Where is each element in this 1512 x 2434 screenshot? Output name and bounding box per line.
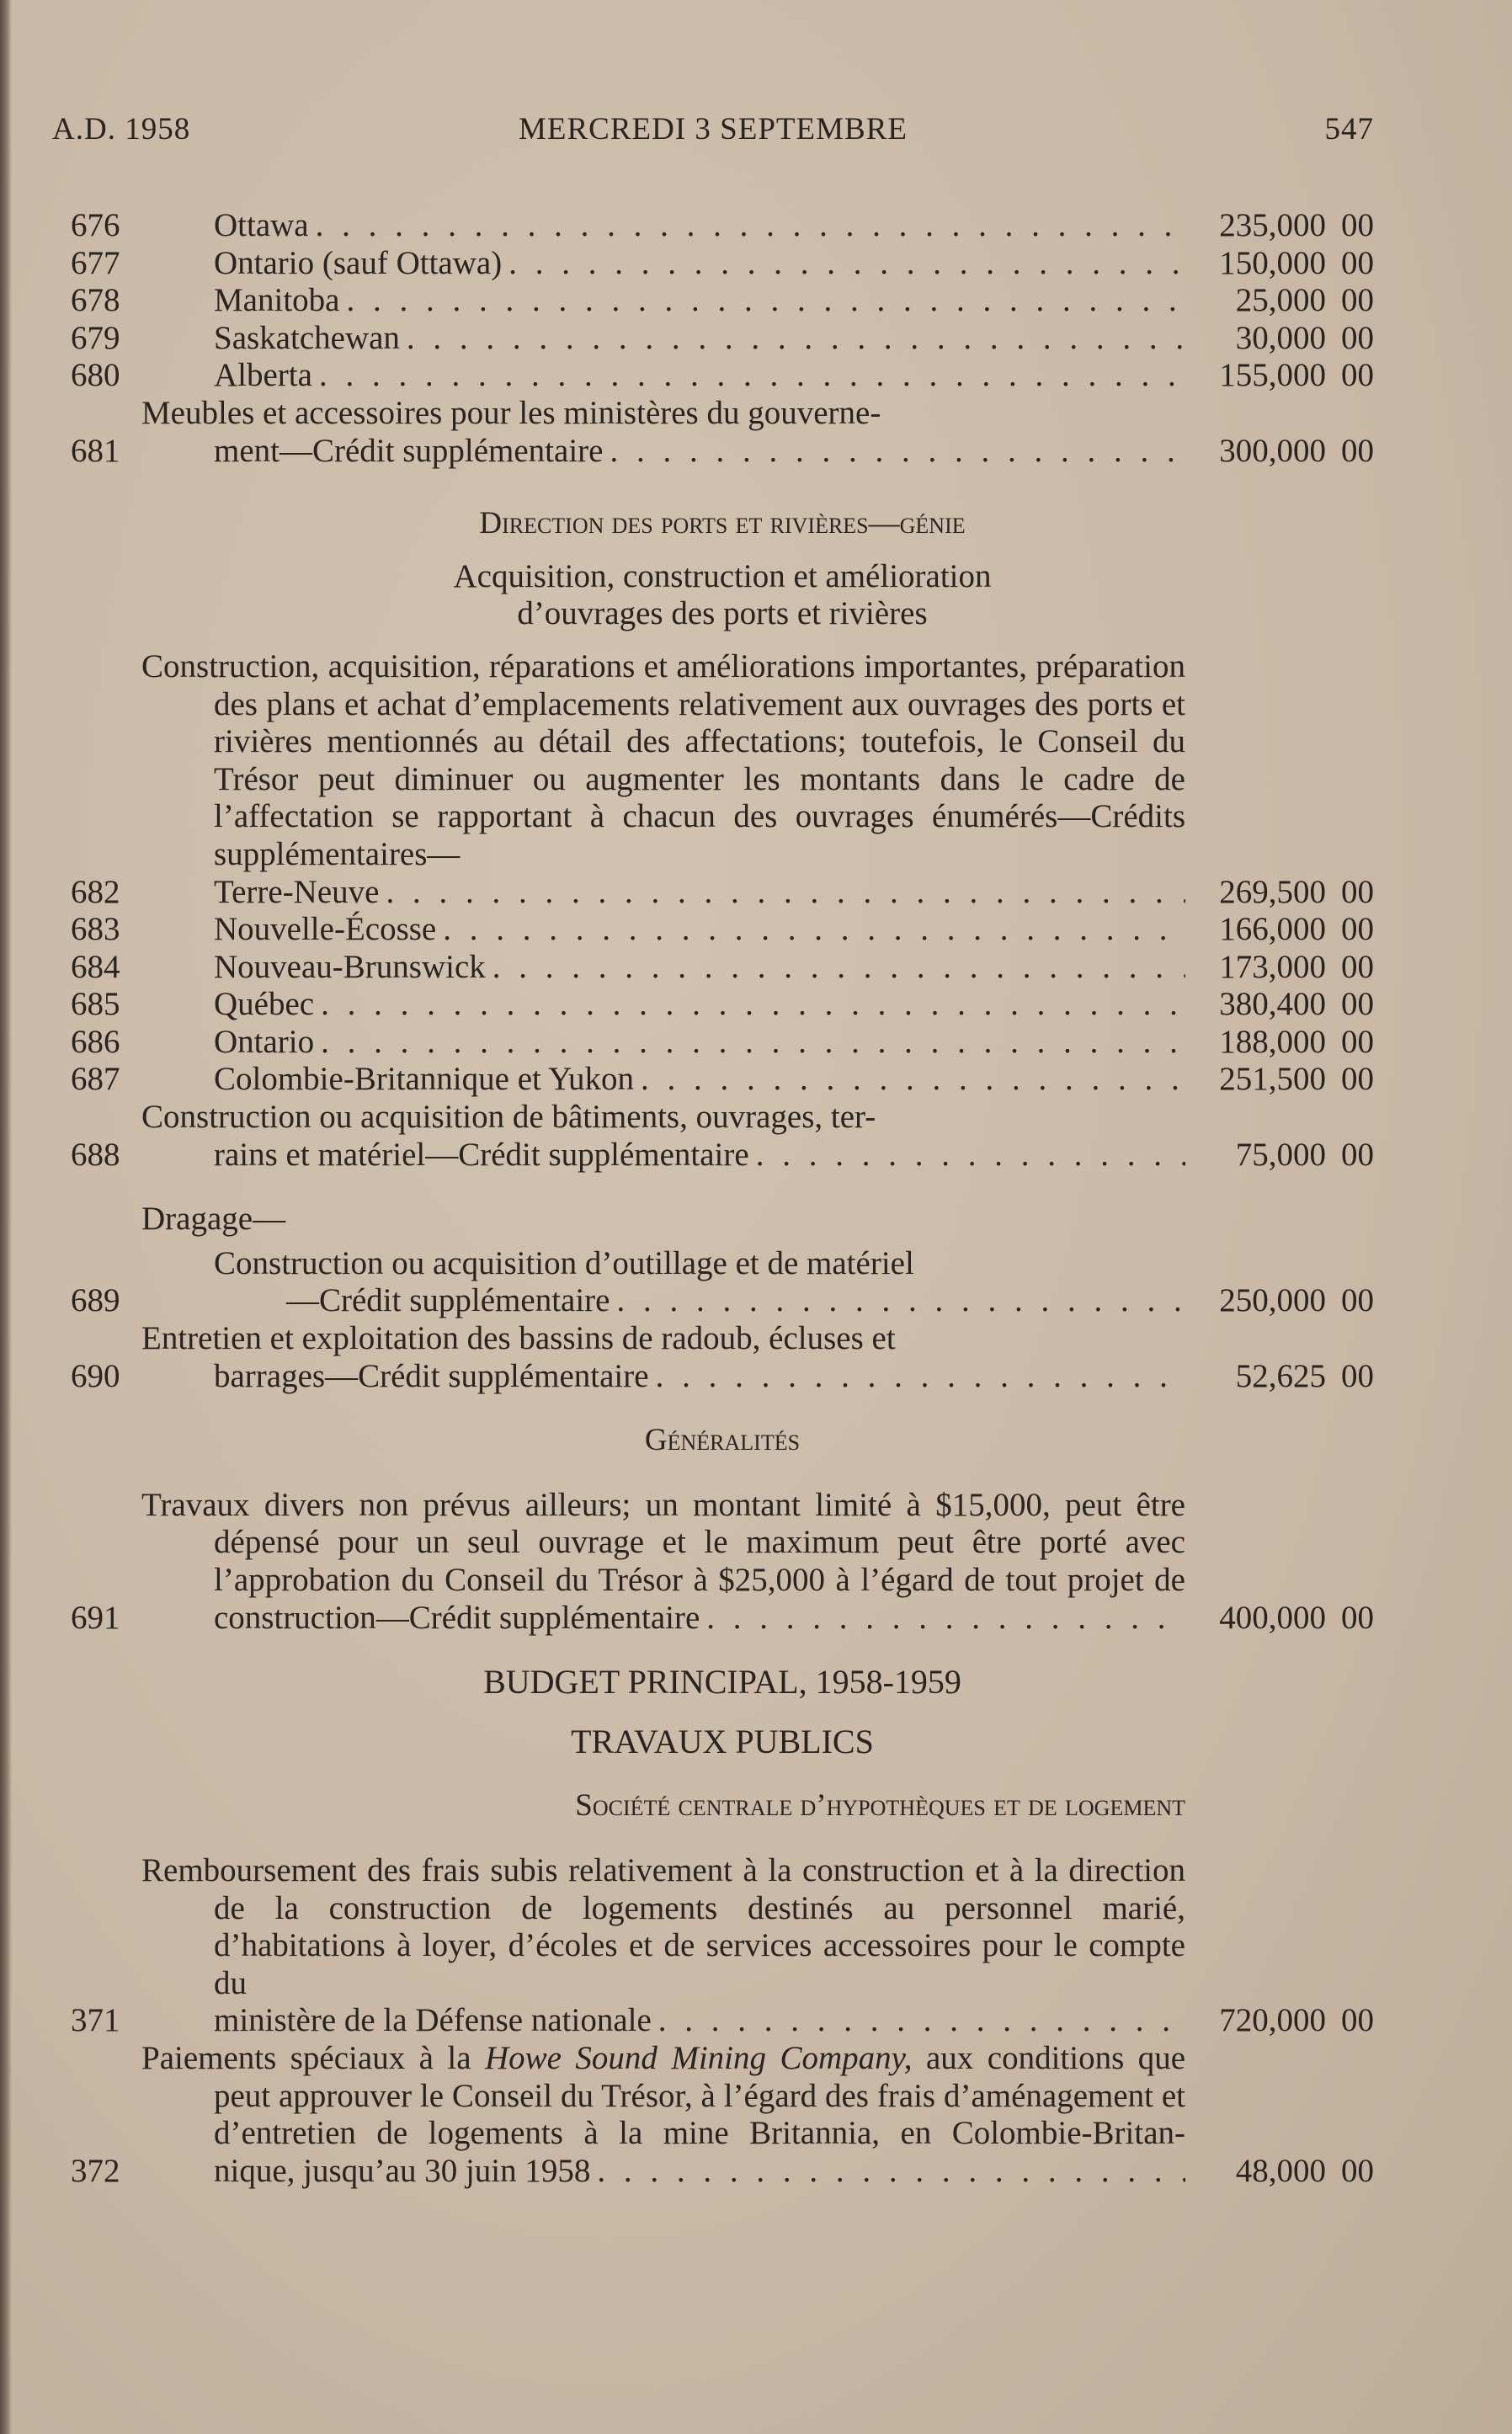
- leader-dots: [492, 949, 1185, 987]
- leader-dots: [346, 282, 1185, 320]
- subheading-line-1: Acquisition, construction et amélioration: [453, 557, 992, 594]
- vote-entry: [71, 320, 1374, 358]
- vote-label: Manitoba: [214, 282, 340, 319]
- vote-label: rains et matériel—Crédit supplémentaire: [214, 1136, 749, 1173]
- vote-number: 371: [71, 2002, 120, 2039]
- vote-number: 677: [71, 244, 120, 281]
- vote-number: 687: [71, 1061, 120, 1098]
- vote-amount: 251,500 00: [1219, 1061, 1374, 1098]
- vote-number: 688: [71, 1136, 120, 1173]
- vote-number: 681: [71, 432, 120, 469]
- leader-dots: [316, 207, 1185, 245]
- vote-amount: 150,000 00: [1219, 244, 1374, 281]
- leader-dots: [641, 1061, 1185, 1099]
- vote-label: ministère de la Défense nationale: [214, 2002, 652, 2039]
- vote-label: —Crédit supplémentaire: [286, 1282, 610, 1319]
- vote-amount: 173,000 00: [1219, 948, 1374, 985]
- leader-dots: [319, 357, 1185, 395]
- vote-amount: 188,000 00: [1219, 1023, 1374, 1060]
- page-header: [52, 111, 1374, 153]
- vote-amount: 380,400 00: [1219, 986, 1374, 1023]
- leader-dots: [508, 245, 1185, 283]
- section-heading-ports: Direction des ports et rivières—génie: [479, 506, 966, 541]
- header-year: A.D. 1958: [52, 112, 191, 146]
- vote-label: ment—Crédit supplémentaire: [214, 432, 604, 469]
- vote-amount: 155,000 00: [1219, 357, 1374, 394]
- subheading-line-2: d’ouvrages des ports et rivières: [517, 595, 928, 632]
- header-page-number: 547: [1324, 112, 1374, 146]
- vote-amount: 250,000 00: [1219, 1282, 1374, 1319]
- leader-dots: [321, 1024, 1185, 1062]
- budget-title: BUDGET PRINCIPAL, 1958-1959: [483, 1663, 961, 1702]
- leader-dots: [656, 1358, 1185, 1396]
- vote-entry: [71, 1061, 1374, 1099]
- vote-label: nique, jusqu’au 30 juin 1958: [214, 2152, 591, 2189]
- vote-number: 690: [71, 1357, 120, 1394]
- vote-number: 689: [71, 1282, 120, 1319]
- vote-entry: [71, 2040, 1374, 2190]
- vote-label: Québec: [214, 986, 315, 1023]
- vote-amount: 25,000 00: [1235, 282, 1374, 319]
- vote-number: 691: [71, 1599, 120, 1636]
- vote-text: Entretien et exploitation des bassins de radoub, écluses et: [141, 1320, 896, 1357]
- vote-number: 685: [71, 986, 120, 1023]
- leader-dots: [443, 911, 1185, 949]
- vote-entry: [71, 1024, 1374, 1062]
- vote-entry: [71, 207, 1374, 245]
- vote-label: Nouveau-Brunswick: [214, 948, 486, 985]
- section-heading-generalites: Généralités: [644, 1423, 801, 1458]
- vote-entry: [71, 986, 1374, 1024]
- travaux-title: TRAVAUX PUBLICS: [571, 1722, 874, 1760]
- vote-amount: 269,500 00: [1219, 873, 1374, 910]
- vote-entry: [71, 874, 1374, 912]
- dragage-heading: Dragage—: [141, 1201, 286, 1238]
- vote-label: Nouvelle-Écosse: [214, 911, 437, 948]
- vote-label: Colombie-Britannique et Yukon: [214, 1061, 634, 1098]
- vote-number: 682: [71, 873, 120, 910]
- vote-entry: [71, 1320, 1374, 1395]
- leader-dots: [407, 320, 1185, 358]
- construction-paragraph: [71, 648, 1374, 874]
- vote-amount: 30,000 00: [1235, 319, 1374, 356]
- vote-entry: [71, 1487, 1374, 1637]
- vote-number: 678: [71, 282, 120, 319]
- vote-entry: [71, 911, 1374, 949]
- vote-number: 679: [71, 319, 120, 356]
- dragage-heading-row: [71, 1201, 1374, 1238]
- leader-dots: [321, 986, 1185, 1024]
- construction-text: Construction, acquisition, réparations et améliorations importantes, préparation des plans et achat d’emplacements relativement aux ouvrages des ports et rivières mentionnés au détail des affectations; toutefois, le Conseil du Trésor peut diminuer ou augmenter les montants dans le cadre de l’affectation se rapportant à chacun des ouvrages énumérés—Crédits supplémentaires—: [141, 647, 1185, 872]
- vote-text: Meubles et accessoires pour les ministères du gouverne-: [141, 394, 881, 431]
- vote-text: Remboursement des frais subis relativement à la construction et à la direction de la construction de logements destinés au personnel marié, d’habitations à loyer, d’écoles et de services accessoires pour le compte du: [141, 1851, 1185, 2001]
- vote-text: Paiements spéciaux à la Howe Sound Mining Company, aux conditions que peut approuver le Conseil du Trésor, à l’égard des frais d’aménagement et d’entretien de logements à la mine Britannia, en Colombie-Britan-: [141, 2039, 1186, 2152]
- section-heading-societe: Société centrale d’hypothèques et de logement: [575, 1788, 1185, 1824]
- vote-amount: 400,000 00: [1219, 1599, 1374, 1636]
- vote-amount: 75,000 00: [1235, 1136, 1374, 1173]
- vote-amount: 166,000 00: [1219, 911, 1374, 948]
- vote-entry: [71, 357, 1374, 395]
- vote-number: 684: [71, 948, 120, 985]
- header-date: MERCREDI 3 SEPTEMBRE: [519, 112, 908, 146]
- vote-text: Construction ou acquisition d’outillage et de matériel: [214, 1244, 914, 1281]
- leader-dots: [706, 1600, 1185, 1638]
- leader-dots: [756, 1137, 1185, 1174]
- vote-number: 680: [71, 357, 120, 394]
- vote-number: 683: [71, 911, 120, 948]
- vote-label: Terre-Neuve: [214, 873, 380, 910]
- vote-amount: 52,625 00: [1235, 1357, 1374, 1394]
- page-binding-edge: [0, 0, 12, 2434]
- vote-number: 372: [71, 2152, 120, 2189]
- leader-dots: [597, 2153, 1185, 2191]
- vote-amount: 720,000 00: [1219, 2002, 1374, 2039]
- vote-entry: [71, 1099, 1374, 1174]
- vote-label: Ottawa: [214, 207, 309, 243]
- vote-amount: 300,000 00: [1219, 432, 1374, 469]
- vote-amount: 235,000 00: [1219, 207, 1374, 243]
- leader-dots: [616, 1282, 1185, 1320]
- vote-text: Travaux divers non prévus ailleurs; un montant limité à $15,000, peut être dépensé pour un seul ouvrage et le maximum peut être porté avec l’approbation du Conseil du Trésor à $25,000 à l’égard de tout projet de: [141, 1486, 1185, 1598]
- vote-entry: [71, 282, 1374, 320]
- leader-dots: [658, 2002, 1185, 2040]
- vote-label: Saskatchewan: [214, 319, 400, 356]
- vote-label: Alberta: [214, 357, 312, 394]
- vote-text: Construction ou acquisition de bâtiments, ouvrages, ter-: [141, 1099, 876, 1136]
- vote-entry: [71, 395, 1374, 470]
- vote-entry: [71, 1245, 1374, 1320]
- leader-dots: [386, 874, 1185, 912]
- vote-entry: [71, 1852, 1374, 2040]
- vote-label: Ontario: [214, 1023, 315, 1060]
- leader-dots: [610, 433, 1185, 471]
- company-name: Howe Sound Mining Company,: [484, 2039, 913, 2076]
- vote-number: 676: [71, 207, 120, 243]
- vote-number: 686: [71, 1023, 120, 1060]
- document-body: [71, 207, 1374, 2190]
- vote-label: Ontario (sauf Ottawa): [214, 244, 503, 281]
- vote-label: construction—Crédit supplémentaire: [214, 1599, 700, 1636]
- vote-entry: [71, 949, 1374, 987]
- vote-amount: 48,000 00: [1235, 2152, 1374, 2189]
- vote-entry: [71, 245, 1374, 283]
- vote-label: barrages—Crédit supplémentaire: [214, 1357, 649, 1394]
